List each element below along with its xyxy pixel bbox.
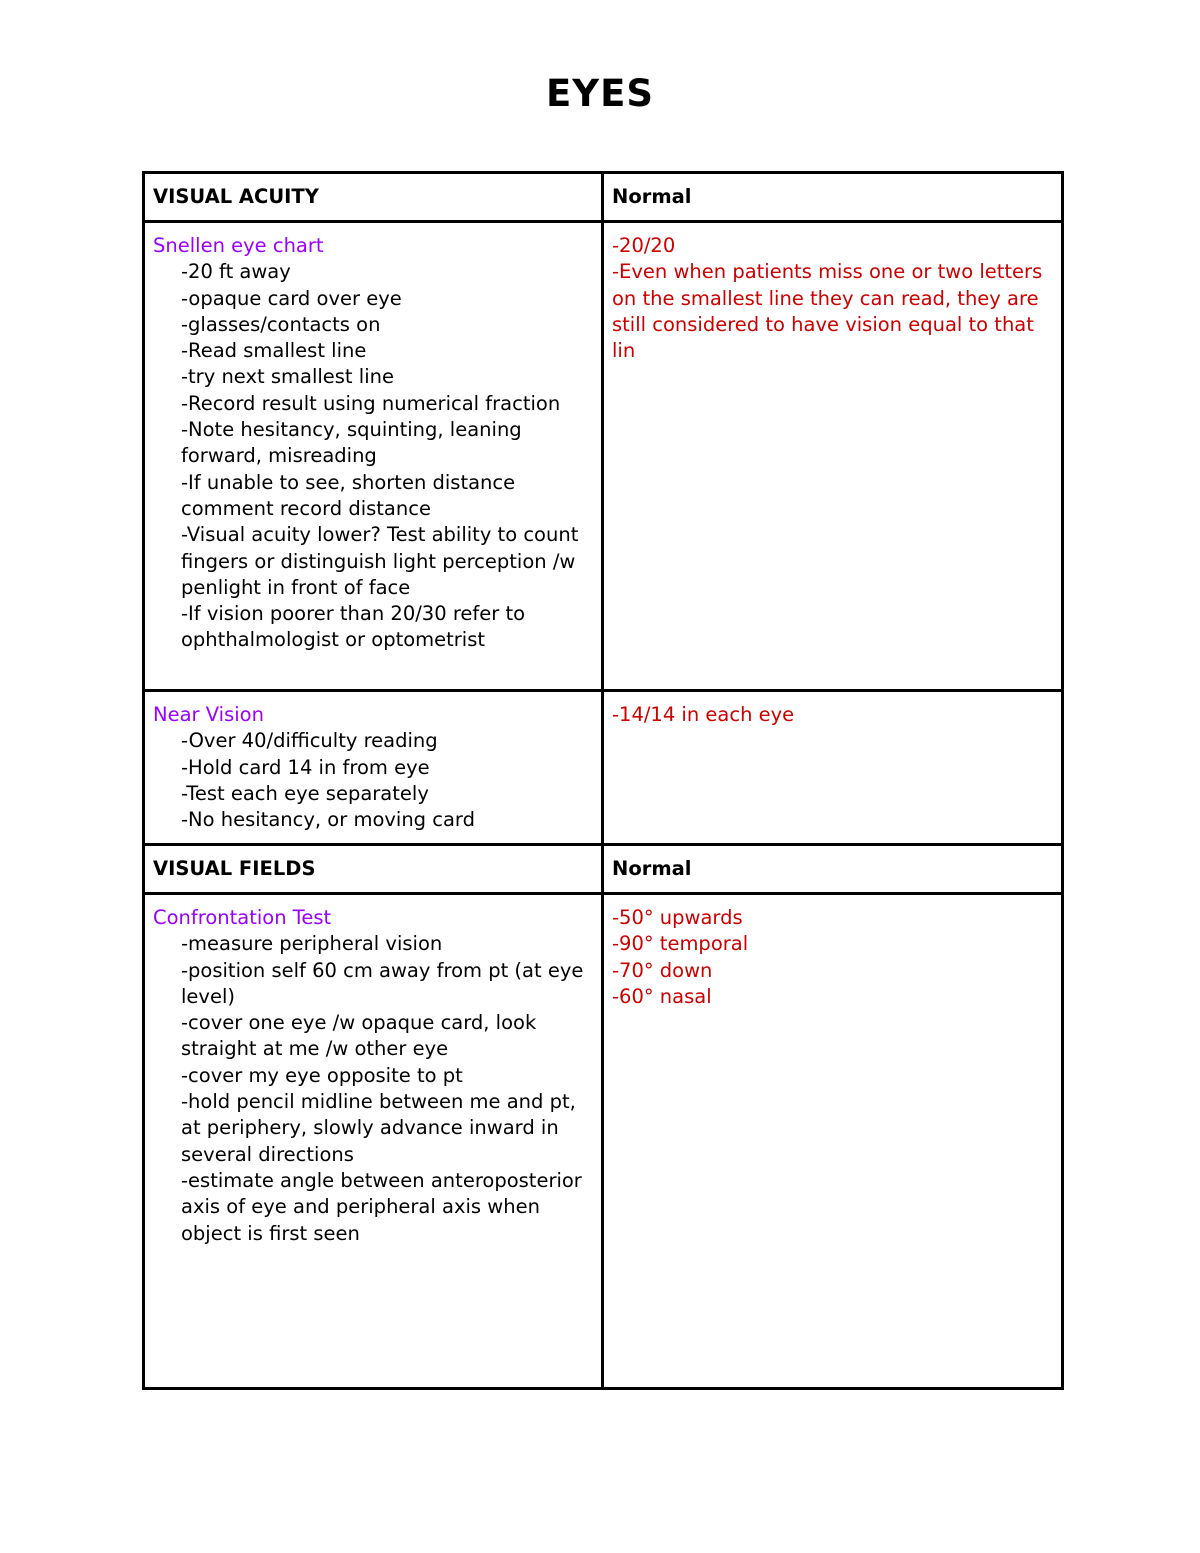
normal-findings-cell xyxy=(603,691,1063,845)
procedure-step: -try next smallest line xyxy=(181,365,394,389)
normal-findings-cell xyxy=(603,222,1063,691)
procedure-step: -Test each eye separately xyxy=(181,781,429,805)
procedure-cell xyxy=(144,894,603,1389)
normal-finding: -50° upwards xyxy=(612,906,743,929)
procedure-step: -glasses/contacts on xyxy=(181,312,381,336)
normal-finding: -90° temporal xyxy=(612,932,749,956)
test-name: Confrontation Test xyxy=(153,906,332,929)
table-row xyxy=(144,691,1063,845)
normal-finding: -Even when patients miss one or two letters on the smallest line they can read, they are still considered to have vision equal to that lin xyxy=(612,260,1043,363)
exam-notes-table xyxy=(142,171,1064,1390)
normal-finding: -20/20 xyxy=(612,234,676,257)
procedure-step: -cover my eye opposite to pt xyxy=(181,1063,463,1087)
procedure-step: -No hesitancy, or moving card xyxy=(181,808,475,832)
procedure-step: -Visual acuity lower? Test ability to count fingers or distinguish light perception /w penlight in front of face xyxy=(181,523,579,599)
test-name: Near Vision xyxy=(153,703,264,726)
procedure-step: -20 ft away xyxy=(181,260,291,284)
procedure-step: -Read smallest line xyxy=(181,339,367,363)
normal-finding: -14/14 in each eye xyxy=(612,703,795,726)
procedure-step: -Hold card 14 in from eye xyxy=(181,755,430,779)
normal-column-label: Normal xyxy=(603,845,1063,894)
normal-finding: -70° down xyxy=(612,958,713,982)
procedure-step: -opaque card over eye xyxy=(181,286,402,310)
procedure-step: -Record result using numerical fraction xyxy=(181,391,561,415)
procedure-cell xyxy=(144,691,603,845)
normal-column-label: Normal xyxy=(603,173,1063,222)
procedure-step: -estimate angle between anteroposterior axis of eye and peripheral axis when object is first seen xyxy=(181,1168,582,1245)
section-heading: VISUAL ACUITY xyxy=(144,173,603,222)
normal-findings-cell xyxy=(603,894,1063,1389)
procedure-step: -cover one eye /w opaque card, look straight at me /w other eye xyxy=(181,1011,537,1061)
procedure-step: -If unable to see, shorten distance comment record distance xyxy=(181,470,516,520)
page-title: EYES xyxy=(546,72,654,115)
procedure-step: -position self 60 cm away from pt (at eye level) xyxy=(181,958,584,1008)
procedure-step: -If vision poorer than 20/30 refer to ophthalmologist or optometrist xyxy=(181,602,526,652)
test-name: Snellen eye chart xyxy=(153,234,324,257)
procedure-cell xyxy=(144,222,603,691)
section-header-row xyxy=(144,173,1063,222)
section-header-row xyxy=(144,845,1063,894)
normal-finding: -60° nasal xyxy=(612,984,712,1008)
procedure-step: -Note hesitancy, squinting, leaning forward, misreading xyxy=(181,418,522,468)
procedure-step: -hold pencil midline between me and pt, at periphery, slowly advance inward in several directions xyxy=(181,1090,576,1166)
table-row xyxy=(144,894,1063,1389)
table-row xyxy=(144,222,1063,691)
section-heading: VISUAL FIELDS xyxy=(144,845,603,894)
procedure-step: -Over 40/difficulty reading xyxy=(181,729,438,753)
procedure-step: -measure peripheral vision xyxy=(181,932,443,956)
